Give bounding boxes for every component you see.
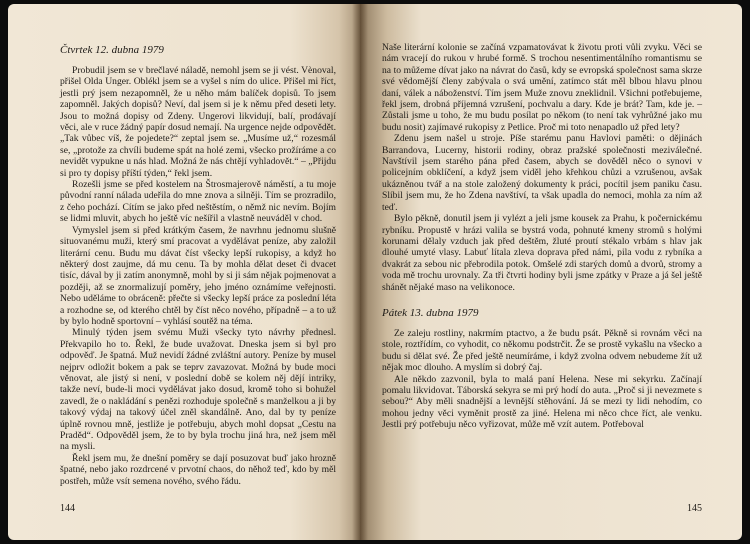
paragraph: Naše literární kolonie se začíná vzpamatovávat k životu proti vůli zvyku. Věci se nám vracejí do rukou v hrubé formě. S trochou nesentimentálního romantismu se na to můžeme dívat jako na návrat do časů, kdy se evropská společnost sama skrze své vědomější členy zabývala o svá umění, zatímco stát měl blbou hlavu plnou daní, válek a náboženství. Tím jsem Muže znovu zneklidnil. Všichni potřebujeme, řekl jsem, drobná příjemná vzrušení, pochvalu a dary. Kde je brát? Tam, kde je. – Zůstali jsme u toho, že mu budu posílat po někom (to není tak vyhrůžné jako mu budu nosit) zajímavé rukopisy z Petlice. Proč mi toto nenapadlo už před lety? — [382, 42, 702, 133]
right-page — [360, 4, 742, 540]
paragraph: Řekl jsem mu, že dnešní poměry se dají posuzovat buď jako hrozně špatné, nebo jako rozdrcené v prvotní chaos, do něhož teď, kdo by měl postřeh, může vsít semena nového, svého řádu. — [60, 452, 336, 487]
left-page — [8, 4, 360, 540]
date-heading: Pátek 13. dubna 1979 — [382, 306, 479, 319]
open-book — [8, 4, 742, 540]
paragraph: Vymyslel jsem si před krátkým časem, že navrhnu jednomu slušně situovanému muži, který smí pracovat a vydělávat peníze, aby založil literární cenu. Budu mu dávat číst všecky lepší rukopisy, a když ho některý dost zaujme, dá mu cenu. Ta by mohla dělat deset či dvacet tisíc, dával by ji zatím anonymně, mohl by si ji sám nějak pojmenovat a později, až se znormalizují poměry, jeho jméno oznámíme veřejnosti. Nebo uděláme to obráceně: přečte si všecky lepší práce za poslední léta a rozhodne se, od kterého chtěl by číst něco nového, případně – a to už by bylo hodně sportovní – vyhlásí soutěž na téma. — [60, 224, 336, 327]
paragraph: Bylo pěkně, donutil jsem ji vylézt a jeli jsme kousek za Prahu, k počernickému rybníku. Propustě v hrázi valila se bystrá voda, pohnuté kmeny stromů s holými korunami dělaly vzduch jak před deštěm, žluté proutí stékalo vrbám s hlav jak dlouhé umyté vlasy. Labuť lítala zleva doprava před námi, pila vodu z rybníka a dvakrát za sebou nic přebrodila potok. Omšelé zdi starých domů a dvorů, stromy a voda mě trochu urovnaly. Za tři čtvrti hodiny byli jsme zpátky v Praze a já šel ještě shánět nějaké maso na velikonoce. — [382, 213, 702, 293]
paragraph: Probudil jsem se v brečlavé náladě, nemohl jsem se ji vést. Vènoval, přišel Olda Unger. Oblékl jsem se a vyšel s ním do ulice. Přišel mi říct, jestli prý jsem nezapomněl, že u něho mám balíček dopisů. To jsem zapomněl. Jakých dopisů? Neví, dal jsem si je k němu před deseti lety. Jsou to možná dopisy od Zdeny. Ungerovi likvidují, balí, prodávají věci, ale v ruce žádný papír dosud nemají. Na urgence nejde odpovědět. „Tak vůbec víš, že pojedete?“ zeptal jsem se. „Musíme už,“ rozesmál se, „protože za chvíli budeme spát na holé zemi, všecko prožíráme a co nevidět vypukne u nás hlad. Možná že nás chtějí vyhladovět.“ – „Přijdu si pro ty dopisy příští týden,“ řekl jsem. — [60, 65, 336, 179]
page-number: 144 — [60, 503, 75, 514]
book-gutter — [352, 4, 368, 540]
paragraph: Ze zaleju rostliny, nakrmím ptactvo, a že budu psát. Pěkně si rovnám věci na stole, roztřídím, co vyhodit, co někomu podstrčit. Že se prostě vykašlu na všecko a budu si dělat své. Že před ještě neumíráme, i když zvolna odvem nebudeme žít už nějak moc dlouho. A myslím si dobrý čaj. — [382, 327, 702, 374]
page-number: 145 — [687, 503, 702, 514]
date-heading: Čtvrtek 12. dubna 1979 — [60, 44, 164, 56]
paragraph: Ale někdo zazvonil, byla to malá paní Helena. Nese mi sekyrku. Začínají pomalu likvidovat. Táborská sekyra se mi prý hodí do auta. „Proč si ji nevezmete s sebou?“ Aby měli snadnější a levnější stěhování. Já se mezi ty lidi nehodím, co mohou jedny věci vyměnit prostě za jiné. Helena mi něco chce říct, ale venku. Jestli prý potřebuju něco vyřizovat, může mě vzít autem. Potřeboval — [382, 373, 702, 431]
section-spacer — [382, 293, 702, 307]
paragraph: Zdenu jsem našel u stroje. Píše starému panu Havlovi paměti: o dějinách Barrandova, Lucerny, historii rodiny, obraz pražské společnosti meziválečné. Navštívil jsem starého pána před časem, abych se dověděl něco o synovi v policejním obklíčení, a když jsem viděl jeho křehkou chůzi a vzrušenou, avšak ukázněnou tvář a na stole založený dokumenty k práci, pocítil jsem paniku času. Slíbil jsem mu, že ho Zdena navštíví, ta však upadla do nemoci, mohla za ním až teď. — [382, 133, 702, 213]
paragraph: Minulý týden jsem svému Muži všecky tyto návrhy přednesl. Překvapilo ho to. Řekl, že bude uvažovat. Dneska jsem si byl pro odpověď. Je špatná. Muž nevidí žádné zvláštní autory. Peníze by musel nejprv odložit bokem a pak se teprv zavazovat. Možná by bude moci věnovat, ale jistý si není, v poslední době se kolem něj dějí intriky, takže neví, bude-li moci vydělávat jako dosud, kromě toho si bohužel zavedl, že o nakládání s penězi rozhoduje společně s manželkou a ji by takový výdaj na takový účel zněl skandálně. Ano, dal by ty peníze úplně rovnou mně, jestliže je potřebuju, abych mohl dopsat „Cestu na Praděd“. Odpověděl jsem, že to by byla trochu jiná hra, než jsem měl na mysli. — [60, 327, 336, 453]
paragraph: Rozešli jsme se před kostelem na Štrosmajerově náměstí, a tu moje původní ranní nálada udeřila do mne znova a silněji. Tím se prozradilo, z čeho pochází. Cítím se jako před neštěstím, o němž nic nevím. Bojím se lidmi mluvit, abych ho ještě víc nešířil a vlastně neuváděl v chod. — [60, 179, 336, 225]
